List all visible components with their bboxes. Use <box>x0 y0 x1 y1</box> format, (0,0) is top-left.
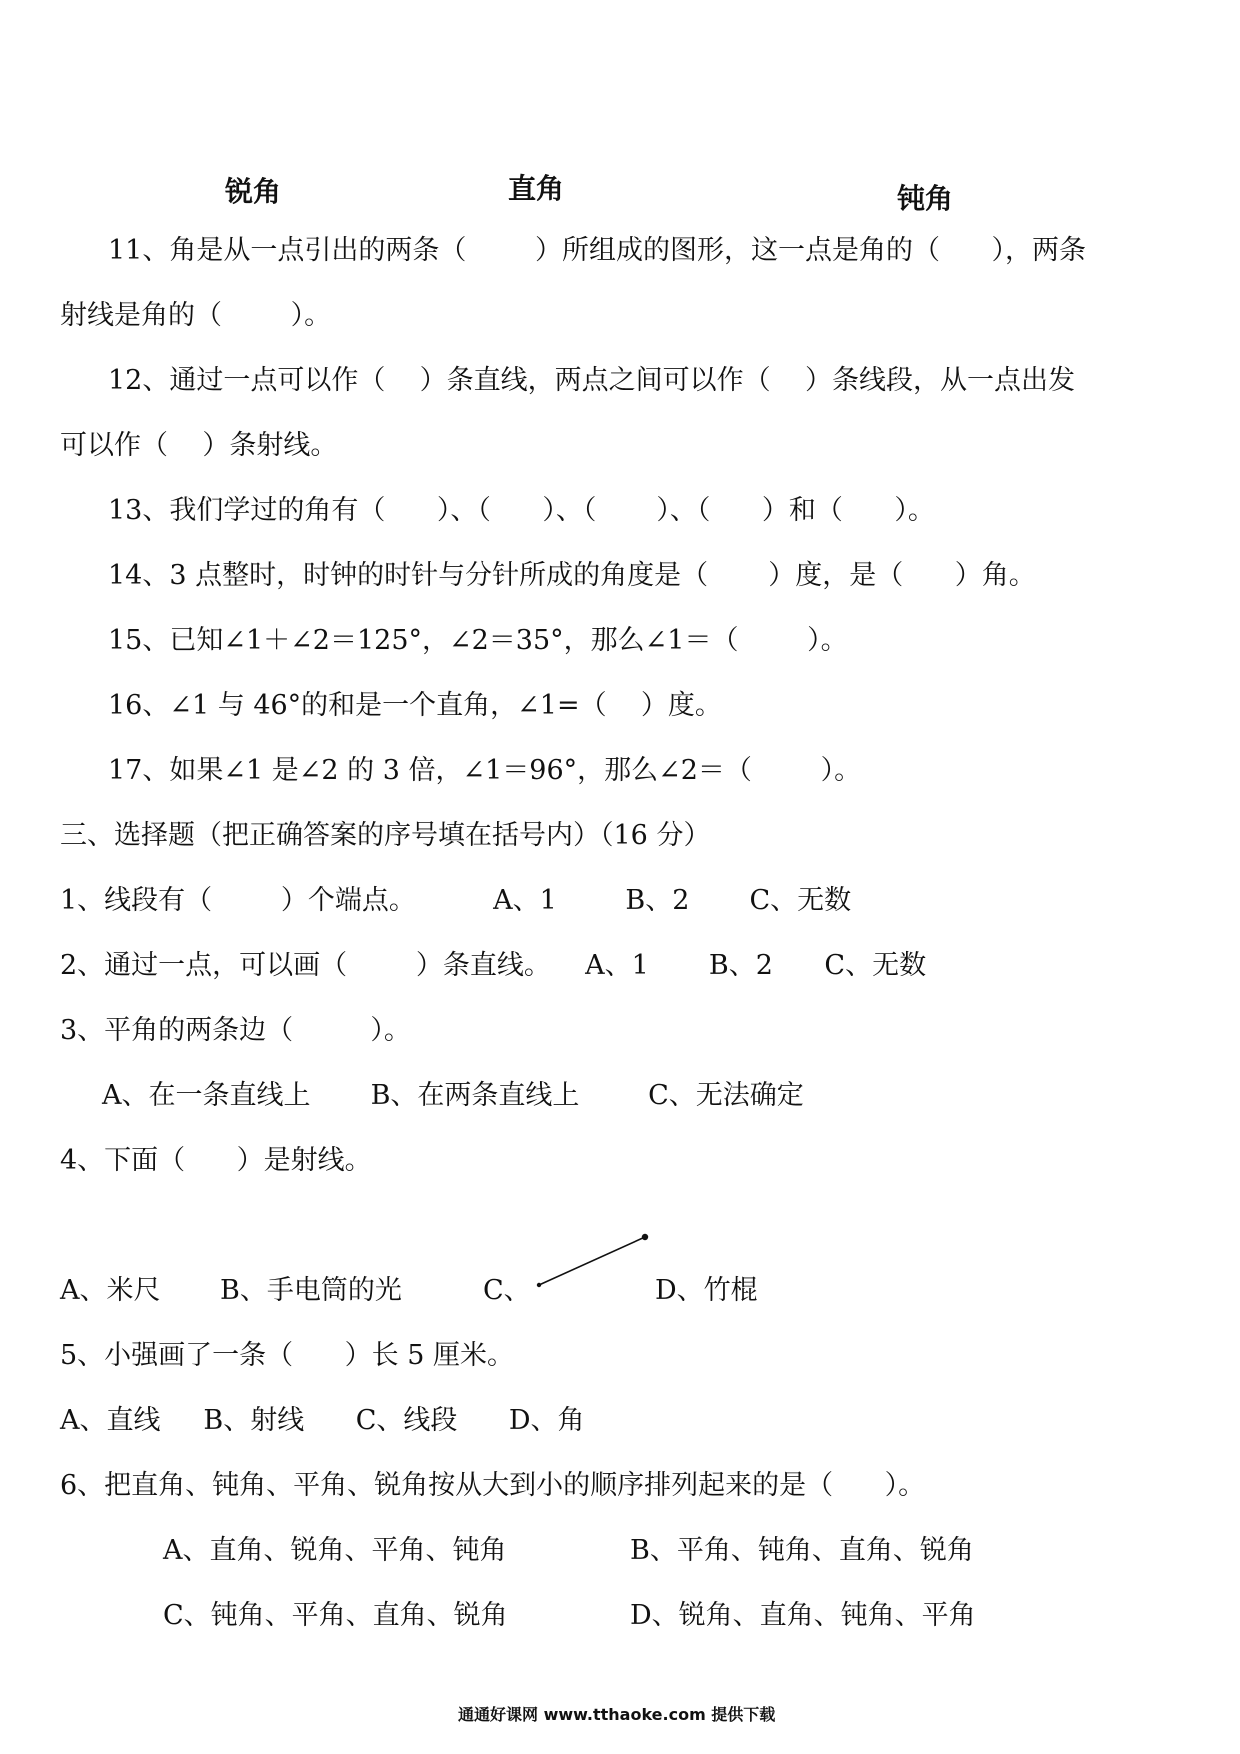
label-obtuse-angle: 钝角 <box>897 182 954 215</box>
mc-question-6-option-b: B、平角、钝角、直角、锐角 <box>630 1535 974 1566</box>
mc-question-3: 3、平角的两条边（ ）。 <box>60 1015 411 1046</box>
mc-question-4-option-d: D、竹棍 <box>655 1275 758 1306</box>
ray-figure-icon <box>530 1225 660 1295</box>
mc-question-4-option-c: C、 <box>483 1275 531 1306</box>
mc-question-3-options: A、在一条直线上 B、在两条直线上 C、无法确定 <box>102 1080 804 1111</box>
question-15: 15、已知∠1＋∠2＝125°，∠2＝35°，那么∠1＝（ ）。 <box>108 625 848 656</box>
question-12-line1: 12、通过一点可以作（ ）条直线，两点之间可以作（ ）条线段，从一点出发 <box>108 365 1076 396</box>
mc-question-6-option-c: C、钝角、平角、直角、锐角 <box>163 1600 508 1631</box>
mc-question-1: 1、线段有（ ）个端点。 A、1 B、2 C、无数 <box>60 885 852 916</box>
question-11-line2: 射线是角的（ ）。 <box>60 300 332 331</box>
question-16: 16、∠1 与 46°的和是一个直角，∠1=（ ）度。 <box>108 690 722 721</box>
mc-question-4: 4、下面（ ）是射线。 <box>60 1145 372 1176</box>
footer-text: 通通好课网 www.tthaoke.com 提供下载 <box>458 1705 776 1724</box>
mc-question-6-option-d: D、锐角、直角、钝角、平角 <box>630 1600 976 1631</box>
question-13: 13、我们学过的角有（ ）、（ ）、（ ）、（ ）和（ ）。 <box>108 495 935 526</box>
question-14: 14、3 点整时，时钟的时针与分针所成的角度是（ ）度，是（ ）角。 <box>108 560 1036 591</box>
mc-question-5: 5、小强画了一条（ ）长 5 厘米。 <box>60 1340 515 1371</box>
question-11-line1: 11、角是从一点引出的两条（ ）所组成的图形，这一点是角的（ ），两条 <box>108 235 1087 266</box>
label-right-angle: 直角 <box>508 172 565 205</box>
mc-question-6: 6、把直角、钝角、平角、锐角按从大到小的顺序排列起来的是（ ）。 <box>60 1470 926 1501</box>
mc-question-6-option-a: A、直角、锐角、平角、钝角 <box>163 1535 507 1566</box>
mc-question-5-options: A、直线 B、射线 C、线段 D、角 <box>60 1405 585 1436</box>
mc-question-4-option-b: B、手电筒的光 <box>220 1275 402 1306</box>
label-acute-angle: 锐角 <box>225 175 282 208</box>
section-3-title: 三、选择题（把正确答案的序号填在括号内）（16 分） <box>60 820 711 851</box>
mc-question-4-option-a: A、米尺 <box>60 1275 161 1306</box>
question-12-line2: 可以作（ ）条射线。 <box>60 430 338 461</box>
question-17: 17、如果∠1 是∠2 的 3 倍，∠1＝96°，那么∠2＝（ ）。 <box>108 755 862 786</box>
mc-question-2: 2、通过一点，可以画（ ）条直线。 A、1 B、2 C、无数 <box>60 950 927 981</box>
